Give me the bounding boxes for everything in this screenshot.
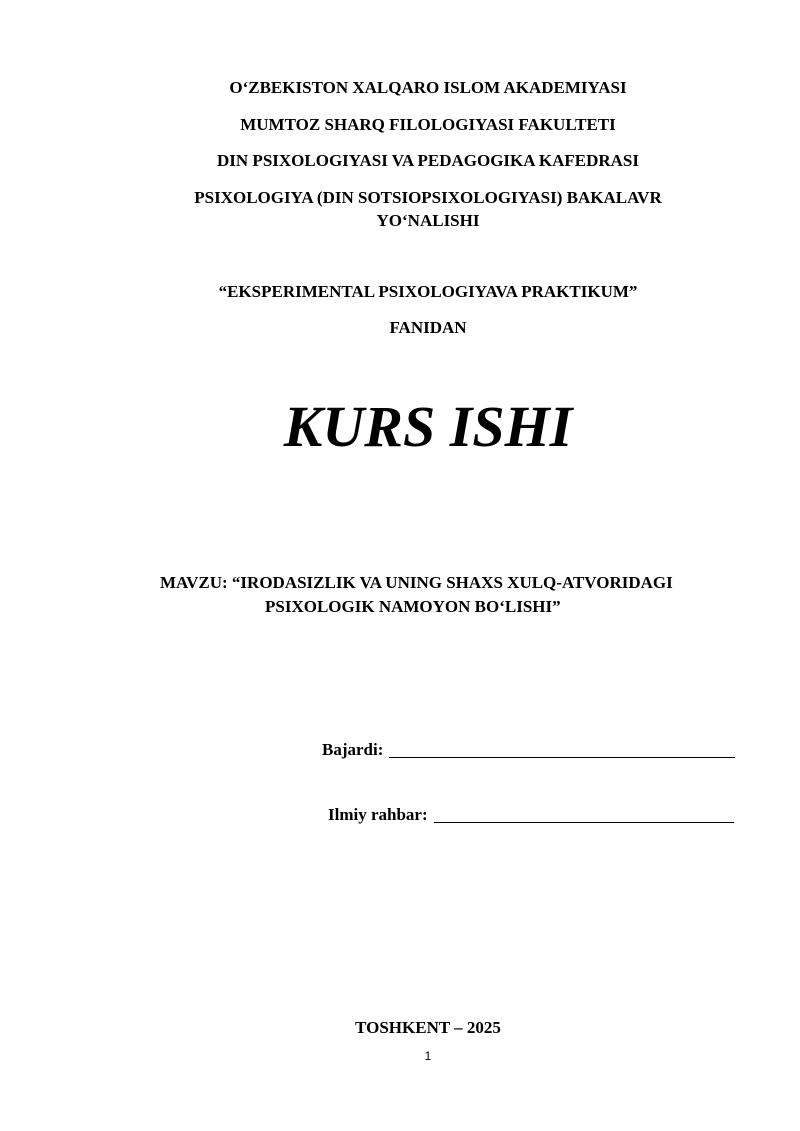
supervisor-signature-line: [434, 806, 734, 823]
topic-line-2: PSIXOLOGIK NAMOYON BO‘LISHI”: [265, 597, 561, 616]
faculty-name: MUMTOZ SHARQ FILOLOGIYASI FAKULTETI: [240, 115, 616, 134]
topic-line-1: MAVZU: “IRODASIZLIK VA UNING SHAXS XULQ-ATVORIDAGI: [160, 573, 673, 592]
performer-signature-line: [389, 741, 735, 758]
performer-label: Bajardi:: [322, 740, 384, 759]
supervisor-label: Ilmiy rahbar:: [328, 805, 428, 824]
institution-name: O‘ZBEKISTON XALQARO ISLOM AKADEMIYASI: [229, 78, 627, 97]
performer-signature-row: [322, 740, 735, 760]
city-year: TOSHKENT – 2025: [355, 1018, 501, 1037]
document-title: KURS ISHI: [283, 394, 573, 459]
department-name: DIN PSIXOLOGIYASI VA PEDAGOGIKA KAFEDRASI: [217, 151, 639, 170]
program-name-line-2: YO‘NALISHI: [376, 211, 480, 230]
program-name-line-1: PSIXOLOGIYA (DIN SOTSIOPSIXOLOGIYASI) BAKALAVR: [194, 188, 662, 207]
page-number: 1: [424, 1049, 432, 1063]
subject-name: “EKSPERIMENTAL PSIXOLOGIYAVA PRAKTIKUM”: [218, 282, 638, 301]
supervisor-signature-row: [328, 805, 734, 825]
subject-suffix: FANIDAN: [389, 318, 467, 337]
